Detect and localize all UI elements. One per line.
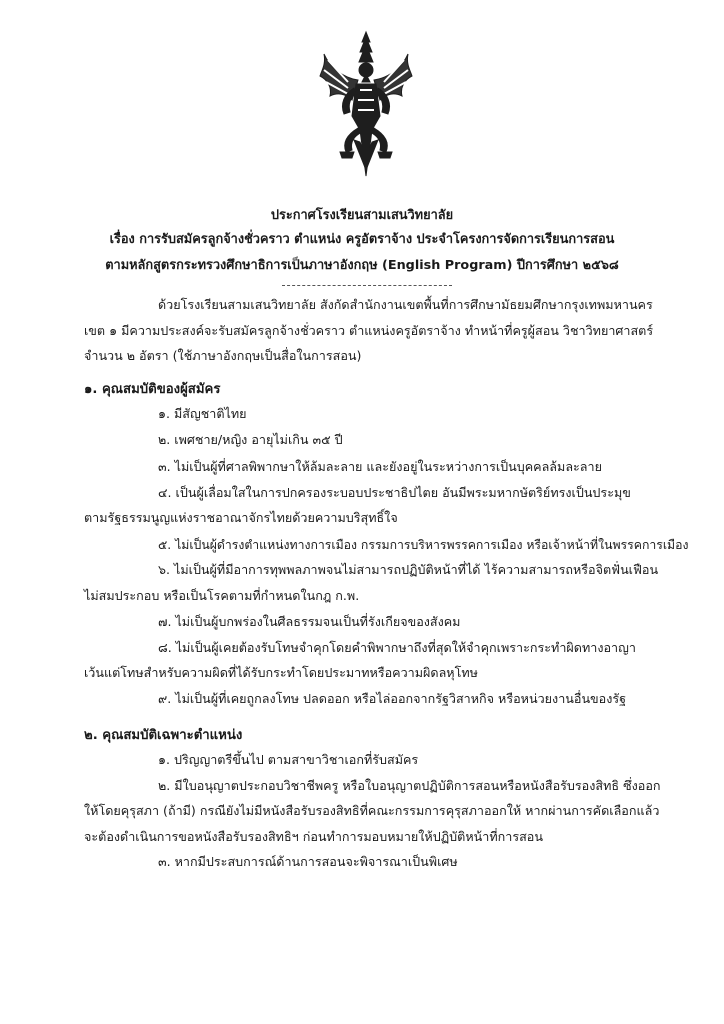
list-item: ๕. ไม่เป็นผู้ดำรงตำแหน่งทางการเมือง กรรมการบริหารพรรคการเมือง หรือเจ้าหน้าที่ในพรรคการเมือง (158, 538, 689, 552)
title-divider (282, 285, 452, 286)
list-item: ๙. ไม่เป็นผู้ที่เคยถูกลงโทษ ปลดออก หรือไล่ออกจากรัฐวิสาหกิจ หรือหน่วยงานอื่นของรัฐ (158, 691, 627, 706)
list-item-cont: ตามรัฐธรรมนูญแห่งราชอาณาจักรไทยด้วยความบริสุทธิ์ใจ (84, 510, 398, 525)
list-item: ๘. ไม่เป็นผู้เคยต้องรับโทษจำคุกโดยคำพิพากษาถึงที่สุดให้จำคุกเพราะกระทำผิดทางอาญา (158, 640, 636, 655)
list-item: ๑. มีสัญชาติไทย (158, 406, 247, 421)
intro-line: เขต ๑ มีความประสงค์จะรับสมัครลูกจ้างชั่วคราว ตำแหน่งครูอัตราจ้าง ทำหน้าที่ครูผู้สอน วิชาวิทยาศาสตร์ (84, 323, 654, 338)
announcement-subject: เรื่อง การรับสมัครลูกจ้างชั่วคราว ตำแหน่ง ครูอัตราจ้าง ประจำโครงการจัดการเรียนการสอน (109, 232, 615, 247)
announcement-subject-cont: ตามหลักสูตรกระทรวงศึกษาธิการเป็นภาษาอังกฤษ (English Program) ปีการศึกษา ๒๕๖๘ (105, 258, 619, 273)
list-item: ๗. ไม่เป็นผู้บกพร่องในศีลธรรมจนเป็นที่รังเกียจของสังคม (158, 614, 461, 629)
section-heading: ๑. คุณสมบัติของผู้สมัคร (84, 382, 221, 397)
list-item-cont: ให้โดยคุรุสภา (ถ้ามี) กรณียังไม่มีหนังสือรับรองสิทธิที่คณะกรรมการคุรุสภาออกให้ หากผ่านการคัดเลือกแล้ว (84, 803, 660, 818)
list-item-cont: จะต้องดำเนินการขอหนังสือรับรองสิทธิฯ ก่อนทำการมอบหมายให้ปฏิบัติหน้าที่การสอน (84, 829, 543, 844)
list-item: ๒. มีใบอนุญาตประกอบวิชาชีพครู หรือใบอนุญาตปฏิบัติการสอนหรือหนังสือรับรองสิทธิ ซึ่งออก (158, 778, 661, 793)
announcement-title: ประกาศโรงเรียนสามเสนวิทยาลัย (270, 208, 454, 223)
list-item: ๖. ไม่เป็นผู้ที่มีอาการทุพพลภาพจนไม่สามารถปฏิบัติหน้าที่ได้ ไร้ความสามารถหรือจิตฟั่นเฟือน (158, 562, 659, 577)
garuda-emblem-icon (318, 30, 414, 180)
list-item: ๔. เป็นผู้เลื่อมใสในการปกครองระบอบประชาธิปไตย อันมีพระมหากษัตริย์ทรงเป็นประมุข (158, 485, 631, 500)
list-item-cont: ไม่สมประกอบ หรือเป็นโรคตามที่กำหนดในกฎ ก.พ. (84, 588, 360, 603)
list-item: ๓. หากมีประสบการณ์ด้านการสอนจะพิจารณาเป็นพิเศษ (158, 854, 458, 869)
intro-line: ด้วยโรงเรียนสามเสนวิทยาลัย สังกัดสำนักงานเขตพื้นที่การศึกษามัธยมศึกษากรุงเทพมหานคร (158, 297, 653, 312)
list-item: ๓. ไม่เป็นผู้ที่ศาลพิพากษาให้ล้มละลาย และยังอยู่ในระหว่างการเป็นบุคคลล้มละลาย (158, 459, 602, 474)
section-heading: ๒. คุณสมบัติเฉพาะตำแหน่ง (84, 728, 243, 743)
list-item: ๑. ปริญญาตรีขึ้นไป ตามสาขาวิชาเอกที่รับสมัคร (158, 752, 419, 767)
intro-line: จำนวน ๒ อัตรา (ใช้ภาษาอังกฤษเป็นสื่อในการสอน) (84, 348, 362, 363)
list-item-cont: เว้นแต่โทษสำหรับความผิดที่ได้รับกระทำโดยประมาทหรือความผิดลหุโทษ (84, 665, 478, 680)
list-item: ๒. เพศชาย/หญิง อายุไม่เกิน ๓๕ ปี (158, 432, 343, 447)
